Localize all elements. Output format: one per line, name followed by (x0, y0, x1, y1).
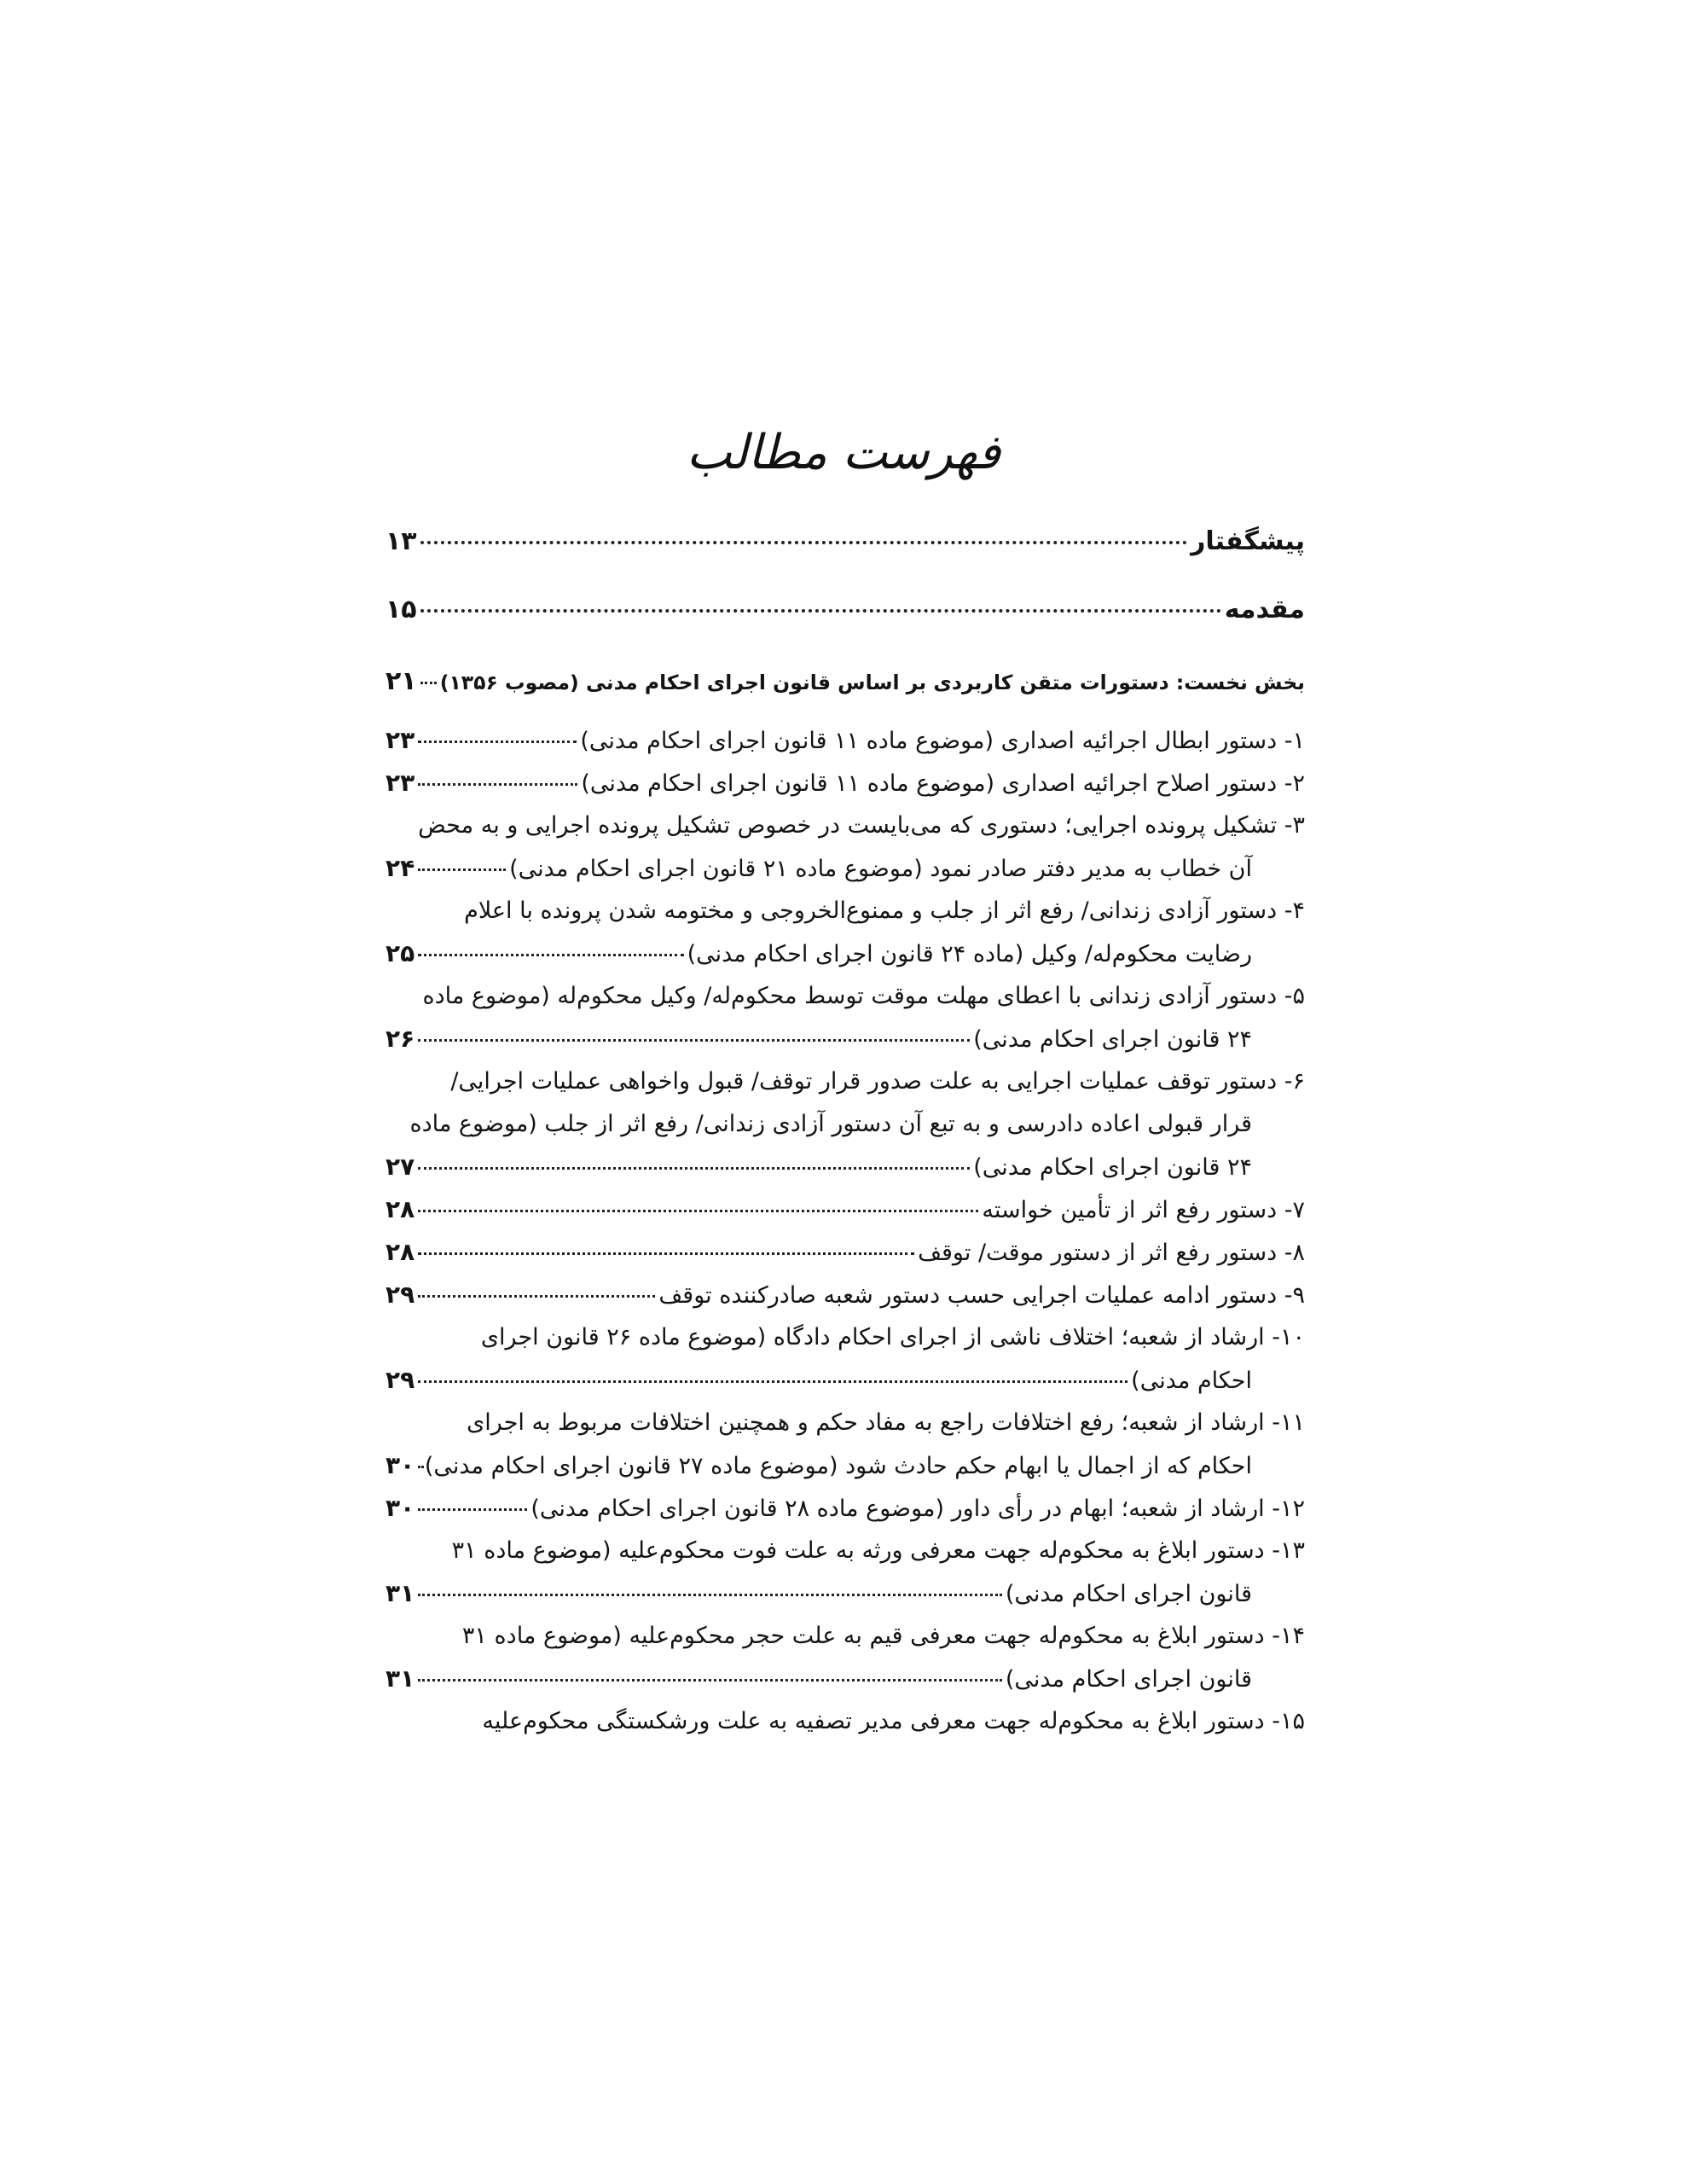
toc-entry-6-line2[interactable] (384, 1103, 1305, 1146)
dot-leader (418, 1016, 970, 1042)
entry-title-continued: آن خطاب به مدیر دفتر صادر نمود (موضوع ماده ۲۱ قانون اجرای احکام مدنی) (509, 856, 1252, 882)
dot-leader (418, 1571, 1002, 1596)
dot-leader (418, 931, 683, 956)
toc-entry-11-line1[interactable] (384, 1402, 1305, 1444)
entry-title: ۷- دستور رفع اثر از تأمین خواسته (982, 1197, 1305, 1223)
toc-entry-14-line1[interactable] (384, 1615, 1305, 1658)
toc-entry-foreword[interactable] (384, 508, 1305, 576)
entry-title: ۲- دستور اصلاح اجرائیه اصداری (موضوع ماده ۱۱ قانون اجرای احکام مدنی) (581, 770, 1305, 797)
toc-entry-3-line2[interactable] (384, 847, 1305, 890)
toc-entry-13-line1[interactable] (384, 1530, 1305, 1572)
entry-title-continued: قانون اجرای احکام مدنی) (1005, 1581, 1252, 1607)
entry-title: بخش نخست: دستورات متقن کاربردی بر اساس قانون اجرای احکام مدنی (مصوب ۱۳۵۶) (439, 671, 1305, 694)
page-number: ۲۸ (386, 1238, 415, 1266)
toc-entry-3-line1[interactable] (384, 804, 1305, 847)
dot-leader (418, 760, 577, 786)
dot-leader (418, 1187, 978, 1212)
entry-title-continued: ۲۴ قانون اجرای احکام مدنی) (973, 1026, 1252, 1053)
entry-title: ۳- تشکیل پرونده اجرایی؛ دستوری که می‌بایست در خصوص تشکیل پرونده اجرایی و به محض (418, 812, 1305, 839)
page-number: ۳۰ (386, 1451, 415, 1479)
toc-entry-1[interactable] (384, 719, 1305, 762)
toc-entry-6-line3[interactable] (384, 1146, 1305, 1188)
toc-entry-4-line1[interactable] (384, 890, 1305, 932)
page-number: ۱۳ (386, 526, 417, 556)
toc-entry-14-line2[interactable] (384, 1658, 1305, 1700)
page-number: ۲۳ (386, 769, 415, 797)
entry-title: پیشگفتار (1191, 526, 1305, 556)
entry-title-continued: احکام مدنی) (1131, 1368, 1252, 1394)
toc-entry-13-line2[interactable] (384, 1572, 1305, 1615)
page-number: ۲۹ (386, 1366, 415, 1394)
dot-leader (418, 1485, 527, 1511)
entry-title: مقدمه (1224, 595, 1305, 624)
entry-title: ۱۴- دستور ابلاغ به محکوم‌له جهت معرفی قیم به علت حجر محکوم‌علیه (موضوع ماده ۳۱ (461, 1623, 1305, 1649)
toc-entry-5-line2[interactable] (384, 1018, 1305, 1060)
entry-title: ۴- دستور آزادی زندانی/ رفع اثر از جلب و ممنوع‌الخروجی و مختومه شدن پرونده با اعلام (464, 897, 1305, 924)
page-number: ۲۵ (386, 939, 415, 967)
entry-title-continued: رضایت محکوم‌له/ وکیل (ماده ۲۴ قانون اجرای احکام مدنی) (687, 941, 1252, 967)
toc-entry-9[interactable] (384, 1274, 1305, 1316)
dot-leader (420, 584, 1221, 613)
toc-entry-5-line1[interactable] (384, 975, 1305, 1018)
page-number: ۲۱ (386, 666, 417, 696)
entry-title: ۱- دستور ابطال اجرائیه اصداری (موضوع ماده ۱۱ قانون اجرای احکام مدنی) (580, 728, 1305, 754)
toc-entry-4-line2[interactable] (384, 932, 1305, 975)
toc-entry-10-line1[interactable] (384, 1316, 1305, 1359)
entry-title: ۱۲- ارشاد از شعبه؛ ابهام در رأی داور (موضوع ماده ۲۸ قانون اجرای احکام مدنی) (530, 1496, 1305, 1522)
entry-title: ۱۱- ارشاد از شعبه؛ رفع اختلافات راجع به مفاد حکم و همچنین اختلافات مربوط به اجرای (467, 1409, 1305, 1436)
entry-title: ۱۵- دستور ابلاغ به محکوم‌له جهت معرفی مدیر تصفیه به علت ورشکستگی محکوم‌علیه (482, 1708, 1305, 1734)
toc-entry-6-line1[interactable] (384, 1060, 1305, 1103)
entry-title: ۱۳- دستور ابلاغ به محکوم‌له جهت معرفی ورثه به علت فوت محکوم‌علیه (موضوع ماده ۳۱ (451, 1537, 1305, 1564)
dot-leader (418, 717, 577, 743)
page-number: ۲۹ (386, 1281, 415, 1309)
dot-leader (418, 1272, 655, 1298)
entry-title-continued: قانون اجرای احکام مدنی) (1005, 1666, 1252, 1693)
toc-list (384, 508, 1305, 1743)
toc-entry-introduction[interactable] (384, 576, 1305, 644)
entry-title: ۵- دستور آزادی زندانی با اعطای مهلت موقت توسط محکوم‌له/ وکیل محکوم‌له (موضوع ماده (422, 983, 1305, 1009)
page-number: ۲۷ (386, 1153, 415, 1181)
dot-leader (418, 1443, 421, 1468)
page-number: ۲۳ (386, 726, 415, 754)
dot-leader (418, 1144, 970, 1170)
entry-title-continued: قرار قبولی اعاده دادرسی و به تبع آن دستور آزادی زندانی/ رفع اثر از جلب (موضوع ماده (409, 1111, 1252, 1137)
dot-leader (418, 845, 506, 871)
entry-title-continued: ۲۴ قانون اجرای احکام مدنی) (973, 1154, 1252, 1181)
entry-title-continued: احکام که از اجمال یا ابهام حکم حادث شود (موضوع ماده ۲۷ قانون اجرای احکام مدنی) (424, 1453, 1252, 1479)
page-number: ۲۴ (386, 854, 415, 882)
page-number: ۳۱ (386, 1579, 415, 1607)
toc-entry-12[interactable] (384, 1487, 1305, 1530)
page-number: ۱۵ (386, 595, 417, 624)
page-title: فهرست مطالب (686, 425, 1001, 480)
entry-title: ۸- دستور رفع اثر از دستور موقت/ توقف (918, 1240, 1305, 1266)
toc-entry-part-one[interactable] (384, 644, 1305, 719)
dot-leader (420, 515, 1188, 544)
entry-title: ۶- دستور توقف عملیات اجرایی به علت صدور قرار توقف/ قبول واخواهی عملیات اجرایی/ (450, 1068, 1305, 1095)
dot-leader (420, 662, 437, 685)
page-number: ۳۰ (386, 1494, 415, 1522)
page-number: ۲۸ (386, 1195, 415, 1223)
toc-entry-7[interactable] (384, 1188, 1305, 1231)
dot-leader (418, 1229, 914, 1255)
toc-entry-2[interactable] (384, 762, 1305, 804)
toc-entry-11-line2[interactable] (384, 1444, 1305, 1487)
dot-leader (418, 1656, 1002, 1682)
entry-title: ۹- دستور ادامه عملیات اجرایی حسب دستور شعبه صادرکننده توقف (658, 1282, 1305, 1309)
page-number: ۳۱ (386, 1664, 415, 1693)
page-number: ۲۶ (386, 1025, 415, 1053)
toc-entry-8[interactable] (384, 1231, 1305, 1274)
dot-leader (418, 1357, 1128, 1383)
entry-title: ۱۰- ارشاد از شعبه؛ اختلاف ناشی از اجرای احکام دادگاه (موضوع ماده ۲۶ قانون اجرای (480, 1324, 1305, 1350)
toc-entry-10-line2[interactable] (384, 1359, 1305, 1402)
toc-entry-15-line1[interactable] (384, 1700, 1305, 1743)
